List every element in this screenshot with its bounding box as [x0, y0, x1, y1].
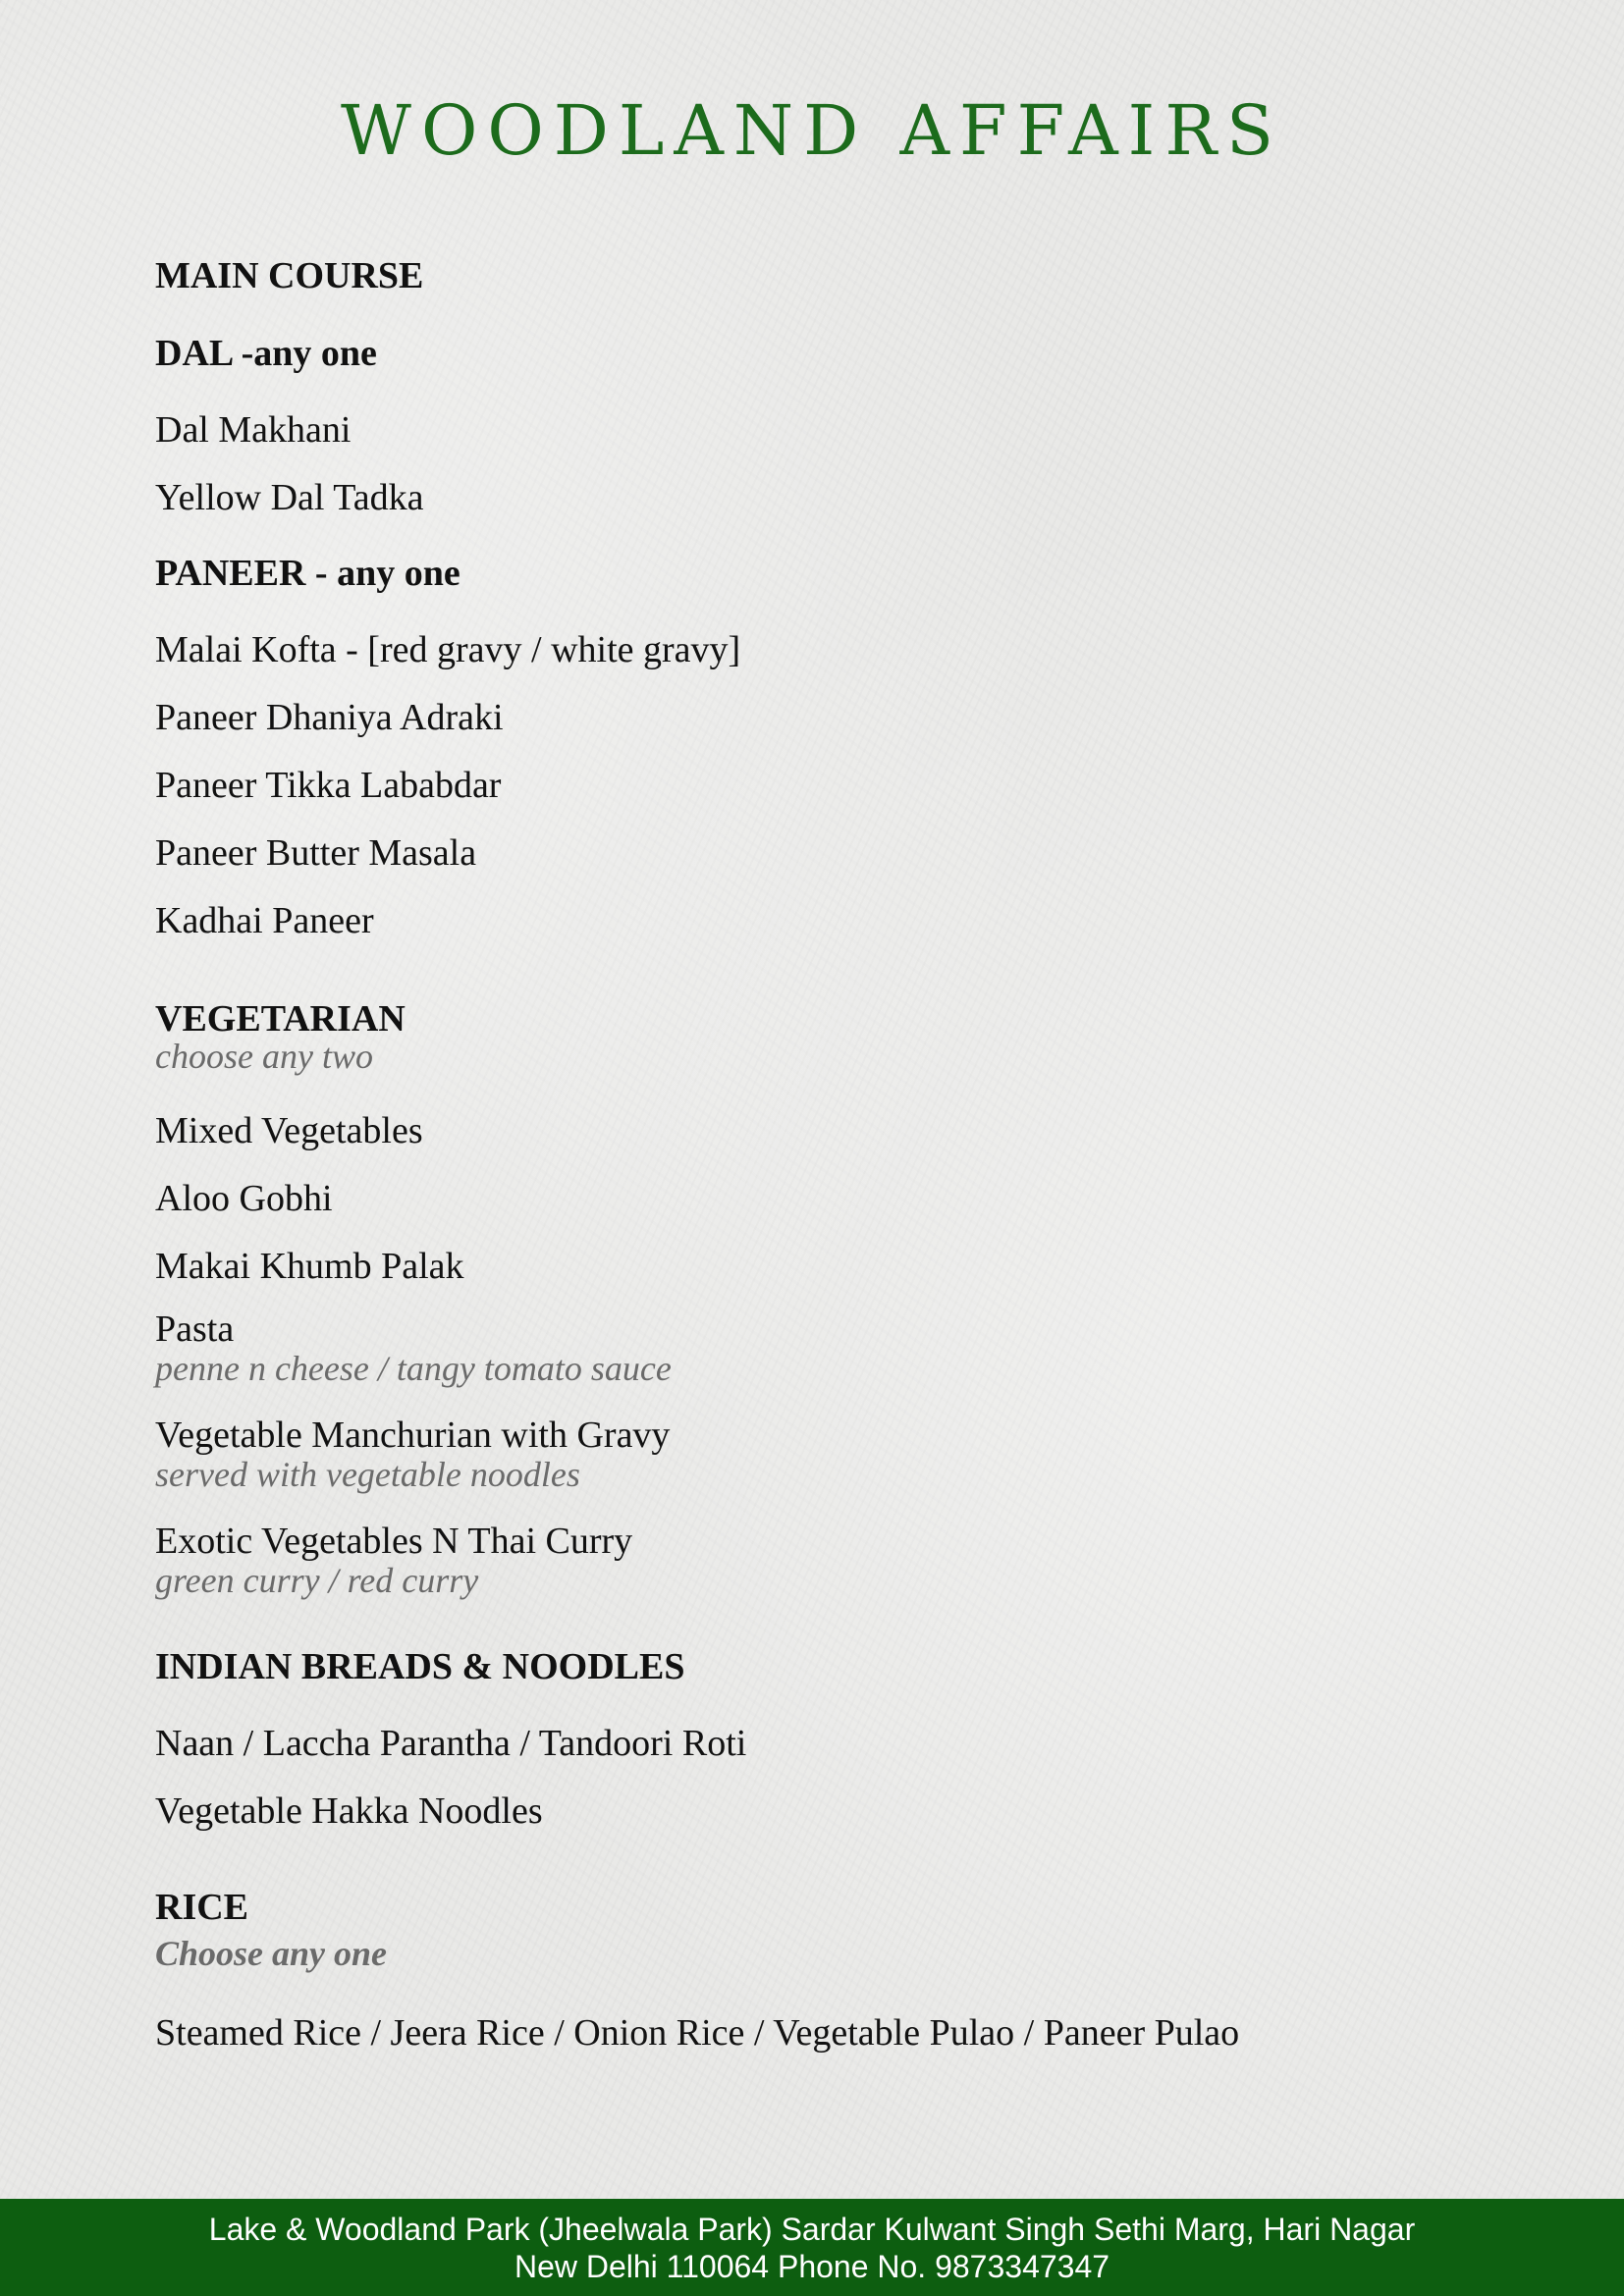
vegetarian-item: Makai Khumb Palak	[155, 1246, 464, 1287]
rice-heading: RICE	[155, 1887, 249, 1928]
paneer-item: Malai Kofta - [red gravy / white gravy]	[155, 629, 741, 670]
address-footer	[0, 2199, 1624, 2296]
dal-item: Dal Makhani	[155, 409, 352, 451]
footer-contact-line: New Delhi 110064 Phone No. 9873347347	[514, 2249, 1110, 2284]
paneer-item: Kadhai Paneer	[155, 900, 374, 941]
paneer-item: Paneer Dhaniya Adraki	[155, 697, 504, 738]
vegetarian-item-desc: penne n cheese / tangy tomato sauce	[155, 1349, 672, 1388]
vegetarian-item: Pasta	[155, 1308, 235, 1350]
vegetarian-item: Vegetable Manchurian with Gravy	[155, 1415, 671, 1456]
main-course-heading: MAIN COURSE	[155, 255, 424, 296]
restaurant-title: WOODLAND AFFAIRS	[341, 90, 1283, 171]
rice-note: Choose any one	[155, 1934, 388, 1973]
menu-content	[155, 253, 1510, 2056]
vegetarian-item: Aloo Gobhi	[155, 1178, 333, 1219]
breads-item: Naan / Laccha Parantha / Tandoori Roti	[155, 1723, 747, 1764]
rice-item: Steamed Rice / Jeera Rice / Onion Rice / Vegetable Pulao / Paneer Pulao	[155, 2012, 1240, 2054]
paneer-item: Paneer Tikka Lababdar	[155, 765, 502, 806]
breads-heading: INDIAN BREADS & NOODLES	[155, 1646, 685, 1687]
paneer-item: Paneer Butter Masala	[155, 832, 477, 874]
dal-item: Yellow Dal Tadka	[155, 477, 424, 518]
vegetarian-item-desc: served with vegetable noodles	[155, 1455, 580, 1494]
vegetarian-note: choose any two	[155, 1037, 373, 1076]
paneer-heading: PANEER - any one	[155, 553, 460, 594]
vegetarian-item: Mixed Vegetables	[155, 1110, 423, 1151]
breads-item: Vegetable Hakka Noodles	[155, 1790, 543, 1832]
vegetarian-item: Exotic Vegetables N Thai Curry	[155, 1521, 633, 1562]
vegetarian-item-desc: green curry / red curry	[155, 1561, 479, 1600]
dal-heading: DAL -any one	[155, 333, 377, 374]
vegetarian-heading: VEGETARIAN	[155, 998, 406, 1040]
footer-address-line: Lake & Woodland Park (Jheelwala Park) Sardar Kulwant Singh Sethi Marg, Hari Nagar	[208, 2212, 1416, 2247]
